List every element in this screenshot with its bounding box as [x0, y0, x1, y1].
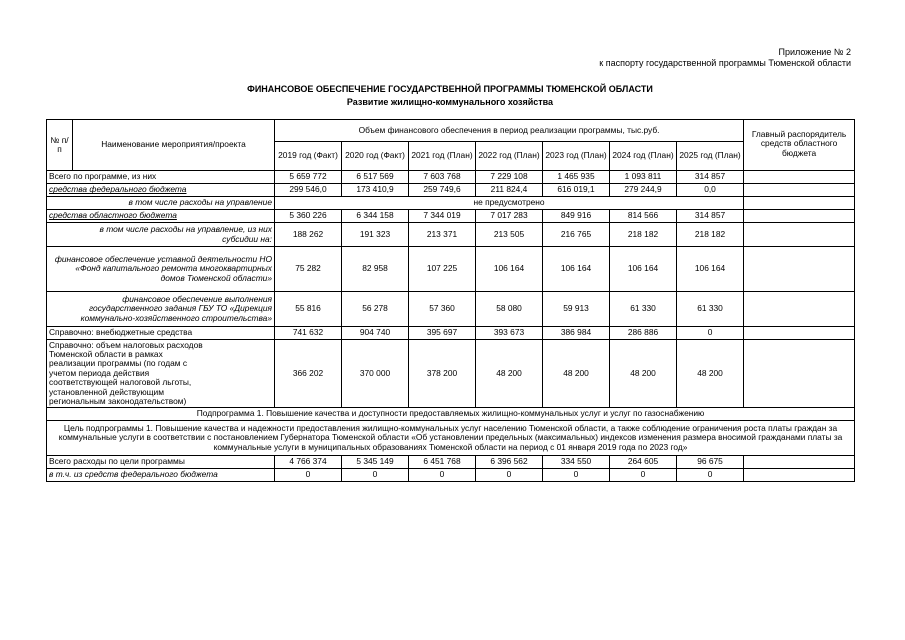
table-cell: 48 200	[677, 340, 744, 408]
header-num: № п/п	[47, 120, 73, 171]
admin-cell	[744, 292, 855, 327]
year-2021: 2021 год (План)	[409, 142, 476, 171]
table-cell: 0	[275, 469, 342, 482]
table-cell: 106 164	[543, 247, 610, 292]
year-2020: 2020 год (Факт)	[342, 142, 409, 171]
table-cell: 0,0	[677, 184, 744, 197]
admin-cell	[744, 197, 855, 210]
subprogram-goal: Цель подпрограммы 1. Повышение качества и надежности предоставления жилищно-коммунальных услуг населению Тюменской области, а также соблюдение ограничения роста платы граждан за коммунальные услуги в соответствии с постановлением Губернатора Тюменской области «Об установлении предельных (максимальных) индексов изменения размера вносимой гражданами платы за коммунальные услуги в муниципальных образованиях Тюменской области на период с 01 января 2019 года по 2023 год»	[47, 421, 855, 456]
table-cell: 378 200	[409, 340, 476, 408]
table-cell: 6 396 562	[476, 456, 543, 469]
table-cell: 106 164	[476, 247, 543, 292]
mgmt-note: не предусмотрено	[275, 197, 744, 210]
table-row	[47, 421, 855, 456]
row-label-goal-total: Всего расходы по цели программы	[47, 456, 275, 469]
row-label-goal-federal: в т.ч. из средств федерального бюджета	[47, 469, 275, 482]
table-cell: 75 282	[275, 247, 342, 292]
table-cell: 61 330	[677, 292, 744, 327]
table-cell: 213 371	[409, 223, 476, 247]
table-cell: 314 857	[677, 171, 744, 184]
table-row	[47, 171, 855, 184]
header-volume: Объем финансового обеспечения в период реализации программы, тыс.руб.	[275, 120, 744, 142]
table-cell: 56 278	[342, 292, 409, 327]
table-cell: 218 182	[610, 223, 677, 247]
admin-cell	[744, 469, 855, 482]
table-cell: 59 913	[543, 292, 610, 327]
table-row	[47, 408, 855, 421]
table-cell: 0	[476, 469, 543, 482]
table-cell: 286 886	[610, 327, 677, 340]
table-cell: 616 019,1	[543, 184, 610, 197]
table-cell: 334 550	[543, 456, 610, 469]
table-cell: 58 080	[476, 292, 543, 327]
table-cell: 741 632	[275, 327, 342, 340]
table-row	[47, 184, 855, 197]
table-cell: 6 344 158	[342, 210, 409, 223]
row-label-total: Всего по программе, из них	[47, 171, 275, 184]
table-cell: 191 323	[342, 223, 409, 247]
table-cell: 211 824,4	[476, 184, 543, 197]
year-2025: 2025 год (План)	[677, 142, 744, 171]
table-cell: 314 857	[677, 210, 744, 223]
admin-cell	[744, 171, 855, 184]
table-cell: 0	[677, 469, 744, 482]
row-label-fund: финансовое обеспечение уставной деятельности НО «Фонд капитального ремонта многоквартирных домов Тюменской области»	[47, 247, 275, 292]
table-cell: 7 017 283	[476, 210, 543, 223]
table-cell: 1 465 935	[543, 171, 610, 184]
table-cell: 5 360 226	[275, 210, 342, 223]
financing-table	[46, 119, 855, 482]
table-cell: 299 546,0	[275, 184, 342, 197]
table-cell: 5 659 772	[275, 171, 342, 184]
admin-cell	[744, 327, 855, 340]
table-cell: 5 345 149	[342, 456, 409, 469]
table-cell: 55 816	[275, 292, 342, 327]
table-cell: 48 200	[543, 340, 610, 408]
table-cell: 173 410,9	[342, 184, 409, 197]
year-2023: 2023 год (План)	[543, 142, 610, 171]
year-2022: 2022 год (План)	[476, 142, 543, 171]
header-name: Наименование мероприятия/проекта	[73, 120, 275, 171]
table-cell: 61 330	[610, 292, 677, 327]
year-2024: 2024 год (План)	[610, 142, 677, 171]
table-row	[47, 247, 855, 292]
table-cell: 393 673	[476, 327, 543, 340]
table-row	[47, 340, 855, 408]
table-cell: 386 984	[543, 327, 610, 340]
table-cell: 279 244,9	[610, 184, 677, 197]
appendix-reference: к паспорту государственной программы Тюменской области	[599, 58, 851, 68]
header-row	[47, 120, 855, 142]
table-cell: 849 916	[543, 210, 610, 223]
row-label-subsidies: в том числе расходы на управление, из них субсидии на:	[47, 223, 275, 247]
row-label-extra: Справочно: внебюджетные средства	[47, 327, 275, 340]
table-row	[47, 327, 855, 340]
row-label-federal: средства федерального бюджета	[47, 184, 275, 197]
table-cell: 7 344 019	[409, 210, 476, 223]
table-row	[47, 223, 855, 247]
table-cell: 106 164	[610, 247, 677, 292]
admin-cell	[744, 247, 855, 292]
row-label-regional: средства областного бюджета	[47, 210, 275, 223]
table-cell: 188 262	[275, 223, 342, 247]
table-row	[47, 469, 855, 482]
table-cell: 6 451 768	[409, 456, 476, 469]
admin-cell	[744, 456, 855, 469]
table-cell: 107 225	[409, 247, 476, 292]
table-cell: 216 765	[543, 223, 610, 247]
table-row	[47, 197, 855, 210]
table-row	[47, 292, 855, 327]
table-cell: 0	[409, 469, 476, 482]
table-cell: 106 164	[677, 247, 744, 292]
admin-cell	[744, 184, 855, 197]
header-admin: Главный распорядитель средств областного бюджета	[744, 120, 855, 171]
row-label-gbu: финансовое обеспечение выполнения государственного задания ГБУ ТО «Дирекция коммунально-хозяйственного строительства»	[47, 292, 275, 327]
table-cell: 213 505	[476, 223, 543, 247]
table-cell: 1 093 811	[610, 171, 677, 184]
table-cell: 814 566	[610, 210, 677, 223]
table-cell: 366 202	[275, 340, 342, 408]
row-label-tax: Справочно: объем налоговых расходов Тюменской области в рамках реализации программы (по годам с учетом периода действия соответствующей налоговой льготы, установленной действующим региональным законодательством)	[47, 340, 275, 408]
table-cell: 0	[677, 327, 744, 340]
admin-cell	[744, 210, 855, 223]
table-cell: 7 603 768	[409, 171, 476, 184]
table-cell: 82 958	[342, 247, 409, 292]
table-cell: 96 675	[677, 456, 744, 469]
page-subtitle: Развитие жилищно-коммунального хозяйства	[346, 97, 554, 107]
admin-cell	[744, 223, 855, 247]
year-2019: 2019 год (Факт)	[275, 142, 342, 171]
table-cell: 904 740	[342, 327, 409, 340]
table-cell: 259 749,6	[409, 184, 476, 197]
table-cell: 6 517 569	[342, 171, 409, 184]
admin-cell	[744, 340, 855, 408]
table-cell: 370 000	[342, 340, 409, 408]
table-cell: 395 697	[409, 327, 476, 340]
table-cell: 0	[610, 469, 677, 482]
table-cell: 7 229 108	[476, 171, 543, 184]
table-cell: 48 200	[476, 340, 543, 408]
subprogram-title: Подпрограмма 1. Повышение качества и доступности предоставляемых жилищно-коммунальных услуг и услуг по газоснабжению	[47, 408, 855, 421]
table-row	[47, 456, 855, 469]
page-title: ФИНАНСОВОЕ ОБЕСПЕЧЕНИЕ ГОСУДАРСТВЕННОЙ ПРОГРАММЫ ТЮМЕНСКОЙ ОБЛАСТИ	[247, 84, 653, 94]
table-cell: 218 182	[677, 223, 744, 247]
table-cell: 0	[342, 469, 409, 482]
table-cell: 57 360	[409, 292, 476, 327]
table-cell: 4 766 374	[275, 456, 342, 469]
table-cell: 0	[543, 469, 610, 482]
table-cell: 264 605	[610, 456, 677, 469]
appendix-number: Приложение № 2	[778, 47, 851, 57]
row-label-mgmt: в том числе расходы на управление	[47, 197, 275, 210]
table-row	[47, 210, 855, 223]
table-cell: 48 200	[610, 340, 677, 408]
